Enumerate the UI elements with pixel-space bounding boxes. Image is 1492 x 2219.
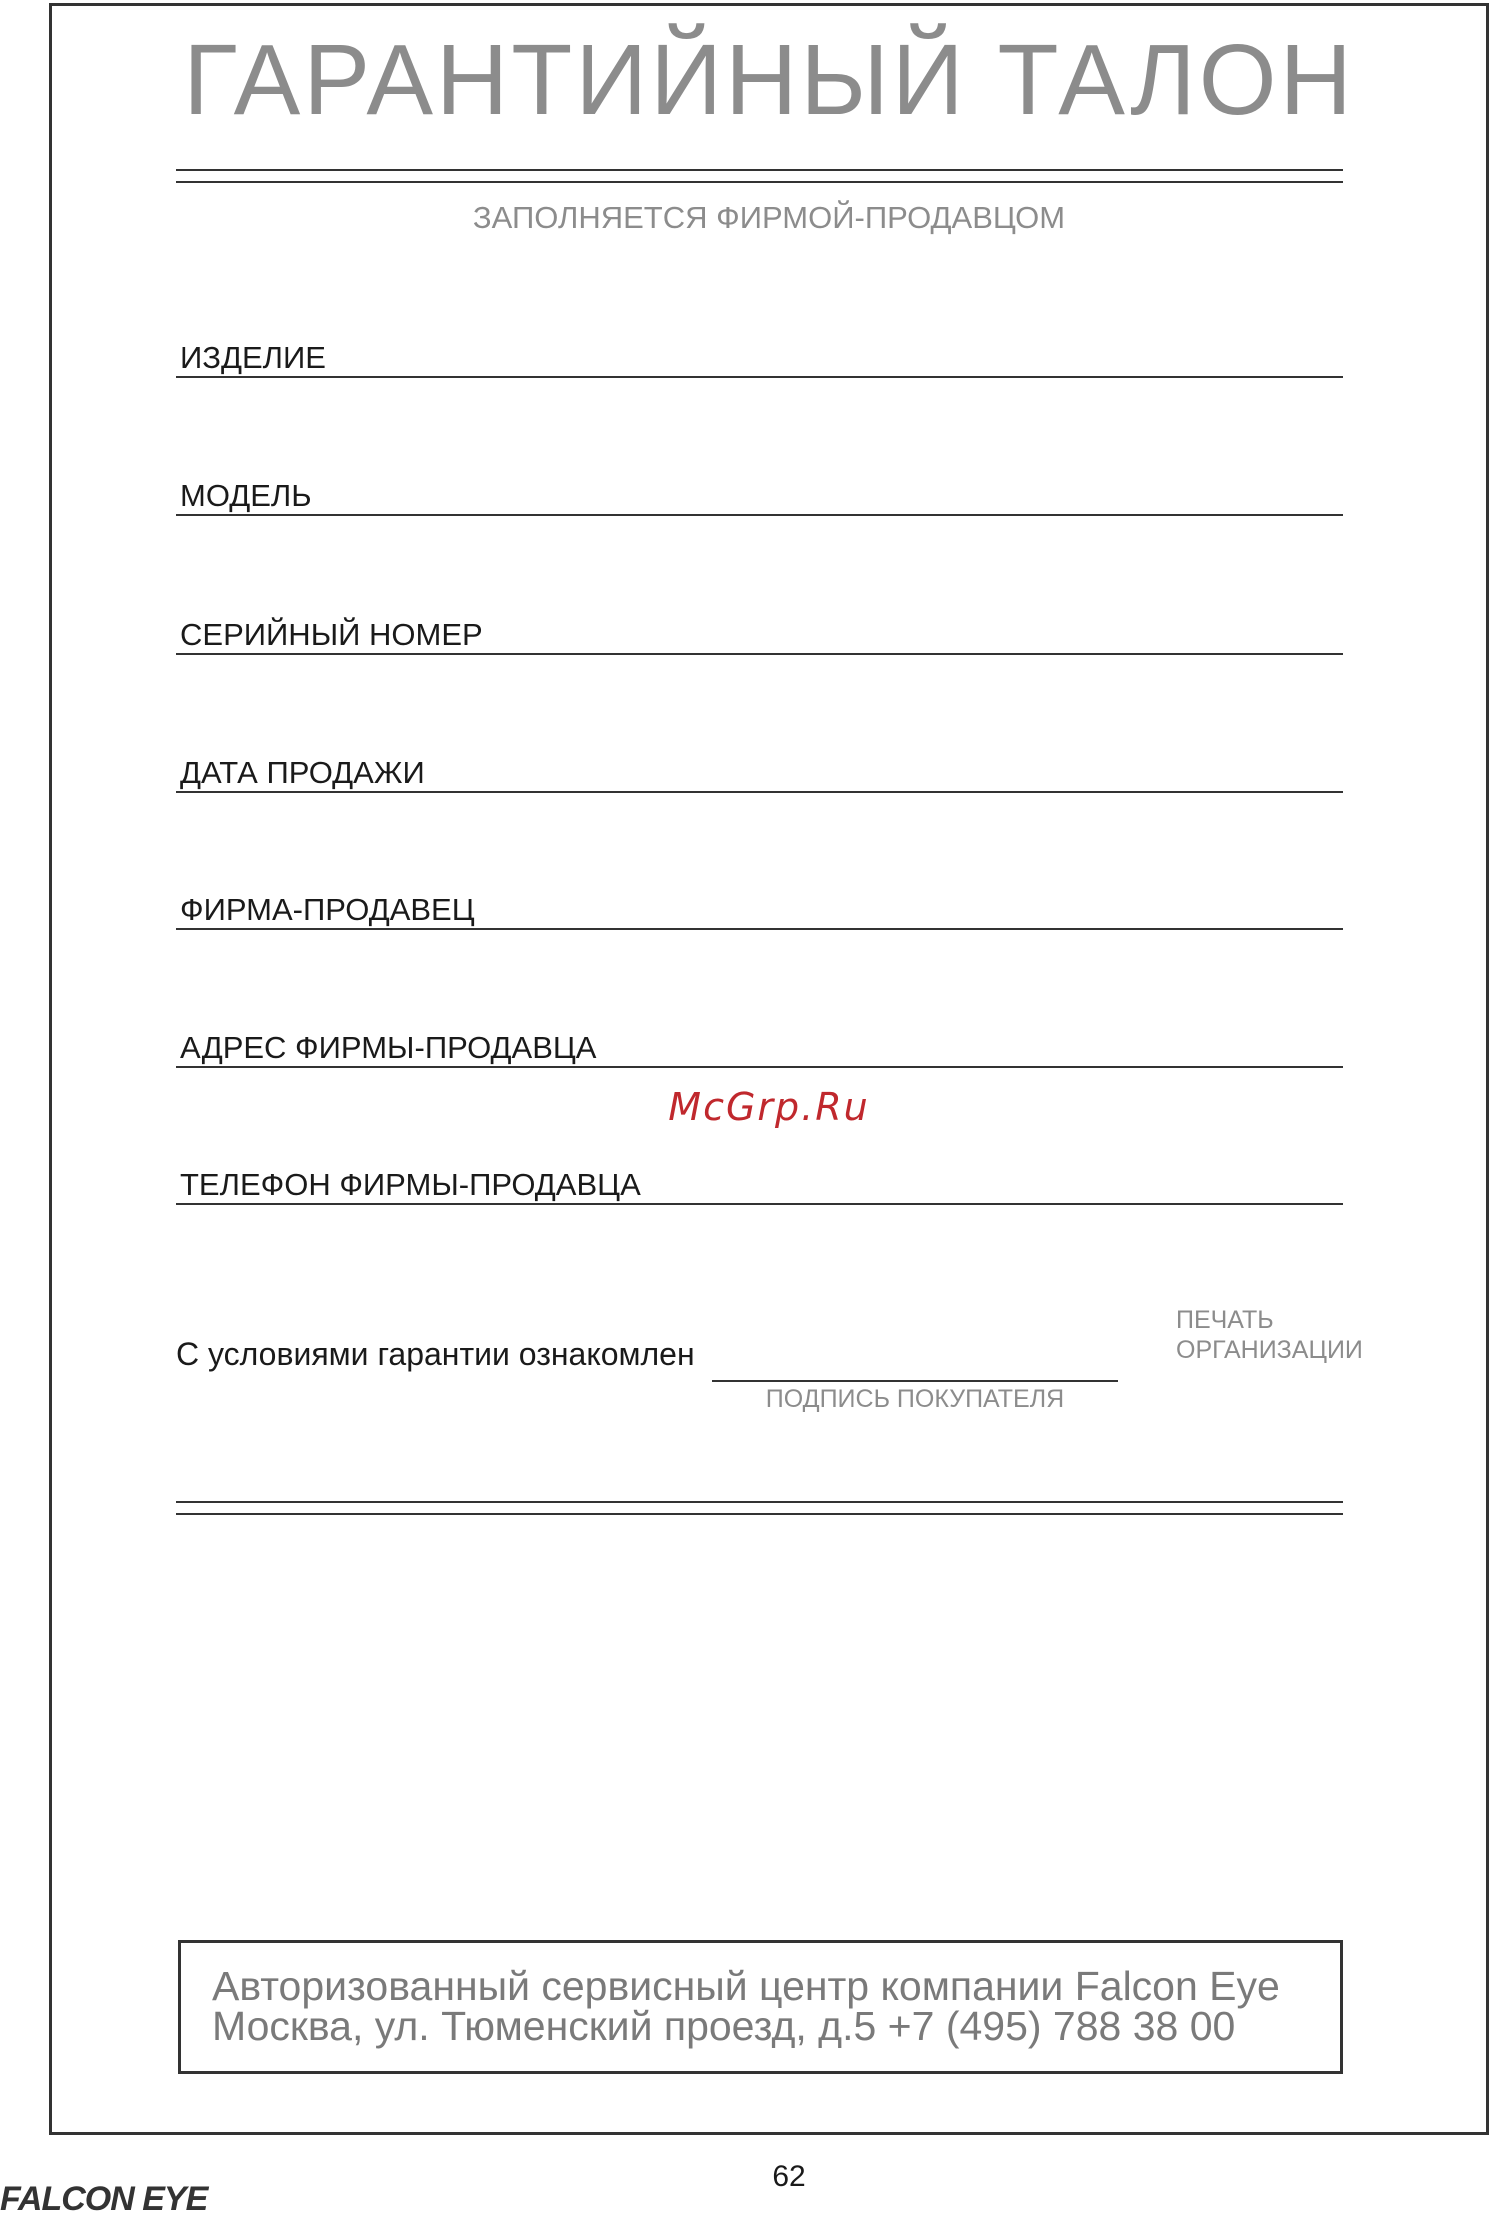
service-center-line: Авторизованный сервисный центр компании Falcon Eye <box>212 1963 1280 2009</box>
signature-line[interactable] <box>712 1380 1118 1382</box>
field-label: ФИРМА-ПРОДАВЕЦ <box>180 892 475 927</box>
stamp-placeholder <box>1176 1305 1363 1365</box>
subtitle: ЗАПОЛНЯЕТСЯ ФИРМОЙ-ПРОДАВЦОМ <box>472 200 1066 235</box>
field-seller-company[interactable] <box>176 886 1343 930</box>
warranty-acknowledgement: С условиями гарантии ознакомлен <box>176 1336 695 1372</box>
field-serial-number[interactable] <box>176 611 1343 655</box>
field-seller-phone[interactable] <box>176 1161 1343 1205</box>
signature-caption: ПОДПИСЬ ПОКУПАТЕЛЯ <box>765 1385 1065 1413</box>
service-center-box <box>178 1940 1343 2074</box>
field-label: ДАТА ПРОДАЖИ <box>180 755 425 790</box>
field-sale-date[interactable] <box>176 749 1343 793</box>
stamp-line: ПЕЧАТЬ <box>1176 1306 1274 1334</box>
field-label: ИЗДЕЛИЕ <box>180 340 326 375</box>
field-label: МОДЕЛЬ <box>180 478 312 513</box>
bottom-double-rule <box>176 1501 1343 1515</box>
page-frame <box>49 3 1489 2135</box>
brand-logo: FALCON EYE <box>0 2180 208 2218</box>
field-label: ТЕЛЕФОН ФИРМЫ-ПРОДАВЦА <box>180 1167 641 1202</box>
service-center-line: Москва, ул. Тюменский проезд, д.5 +7 (495) 788 38 00 <box>212 2003 1236 2049</box>
field-model[interactable] <box>176 472 1343 516</box>
page-number: 62 <box>772 2160 806 2193</box>
top-double-rule <box>176 169 1343 183</box>
watermark: McGrp.Ru <box>668 1085 870 1129</box>
stamp-line: ОРГАНИЗАЦИИ <box>1176 1336 1363 1364</box>
page-title: ГАРАНТИЙНЫЙ ТАЛОН <box>183 24 1355 136</box>
field-label: СЕРИЙНЫЙ НОМЕР <box>180 617 483 652</box>
field-seller-address[interactable] <box>176 1024 1343 1068</box>
field-label: АДРЕС ФИРМЫ-ПРОДАВЦА <box>180 1030 597 1065</box>
field-product[interactable] <box>176 334 1343 378</box>
